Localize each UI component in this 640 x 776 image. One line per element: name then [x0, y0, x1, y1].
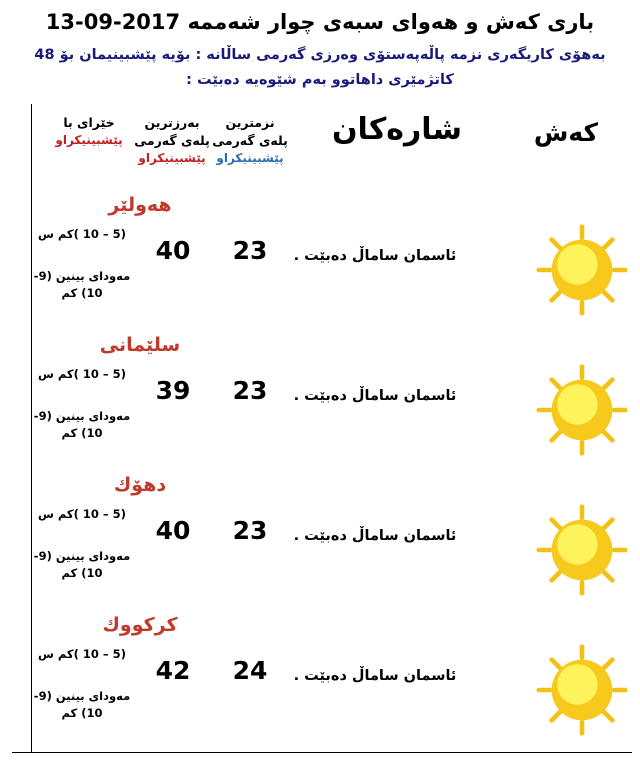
column-header-cities: شارەكان	[331, 111, 463, 147]
page-title: باری كەش و هەوای سبەی چوار شەممە 2017-09-13	[45, 10, 595, 34]
sun-icon	[536, 504, 628, 596]
subtitle-line-1: بەهۆی كاریگەری نزمە پاڵەپەستۆی وەرزی گەرمی ساڵانە : بۆیە پێشبینیمان بۆ 48	[34, 47, 606, 64]
weather-description: ئاسمان ساماڵ دەبێت .	[293, 527, 457, 544]
wind-speed-note: (5 – 10 )كم س	[38, 506, 126, 521]
visibility-note: مەودای بینین (9-10) كم	[33, 548, 131, 581]
city-name: هەولێر	[108, 193, 172, 216]
column-header-weather: كەش	[533, 117, 599, 147]
wind-speed-note: (5 – 10 )كم س	[38, 646, 126, 661]
city-name: دهۆك	[113, 473, 167, 496]
table-row	[0, 326, 640, 466]
wind-speed-note: (5 – 10 )كم س	[38, 366, 126, 381]
visibility-note: مەودای بینین (9-10) كم	[33, 268, 131, 301]
column-header-low-temp-sub: پێشبینیكراو	[216, 151, 284, 166]
high-temperature: 39	[155, 375, 191, 405]
column-headers	[0, 100, 640, 186]
high-temperature: 40	[155, 235, 191, 265]
column-header-low-temp-main: نزمترین پلەی گەرمی	[212, 114, 288, 148]
sun-icon	[536, 224, 628, 316]
column-header-high-temp-sub: پێشبینیكراو	[138, 151, 206, 166]
table-row	[0, 606, 640, 746]
sun-icon	[536, 644, 628, 736]
high-temperature: 40	[155, 515, 191, 545]
weather-description: ئاسمان ساماڵ دەبێت .	[293, 247, 457, 264]
subtitle-line-2: كاتژمێری داهاتوو بەم شێوەیە دەبێت :	[186, 72, 454, 89]
low-temperature: 23	[232, 235, 268, 265]
low-temperature: 23	[232, 515, 268, 545]
visibility-note: مەودای بینین (9-10) كم	[33, 688, 131, 721]
vertical-divider	[31, 104, 32, 752]
sun-icon	[536, 364, 628, 456]
column-header-high-temp	[134, 114, 210, 168]
column-header-wind-speed	[46, 114, 132, 150]
low-temperature: 23	[232, 375, 268, 405]
low-temperature: 24	[232, 655, 268, 685]
horizontal-divider	[12, 752, 632, 753]
city-name: سلێمانی	[99, 333, 181, 356]
city-rows	[0, 186, 640, 746]
report-header	[0, 0, 640, 92]
column-header-low-temp	[212, 114, 288, 168]
column-header-wind-speed-main: خێرای با	[63, 114, 115, 130]
weather-description: ئاسمان ساماڵ دەبێت .	[293, 667, 457, 684]
column-header-wind-speed-sub: پێشبینیكراو	[55, 132, 123, 147]
column-header-high-temp-main: بەرزترین پلەی گەرمی	[134, 114, 210, 148]
table-row	[0, 186, 640, 326]
city-name: كركووك	[102, 613, 178, 636]
wind-speed-note: (5 – 10 )كم س	[38, 226, 126, 241]
high-temperature: 42	[155, 655, 191, 685]
weather-description: ئاسمان ساماڵ دەبێت .	[293, 387, 457, 404]
visibility-note: مەودای بینین (9-10) كم	[33, 408, 131, 441]
table-row	[0, 466, 640, 606]
